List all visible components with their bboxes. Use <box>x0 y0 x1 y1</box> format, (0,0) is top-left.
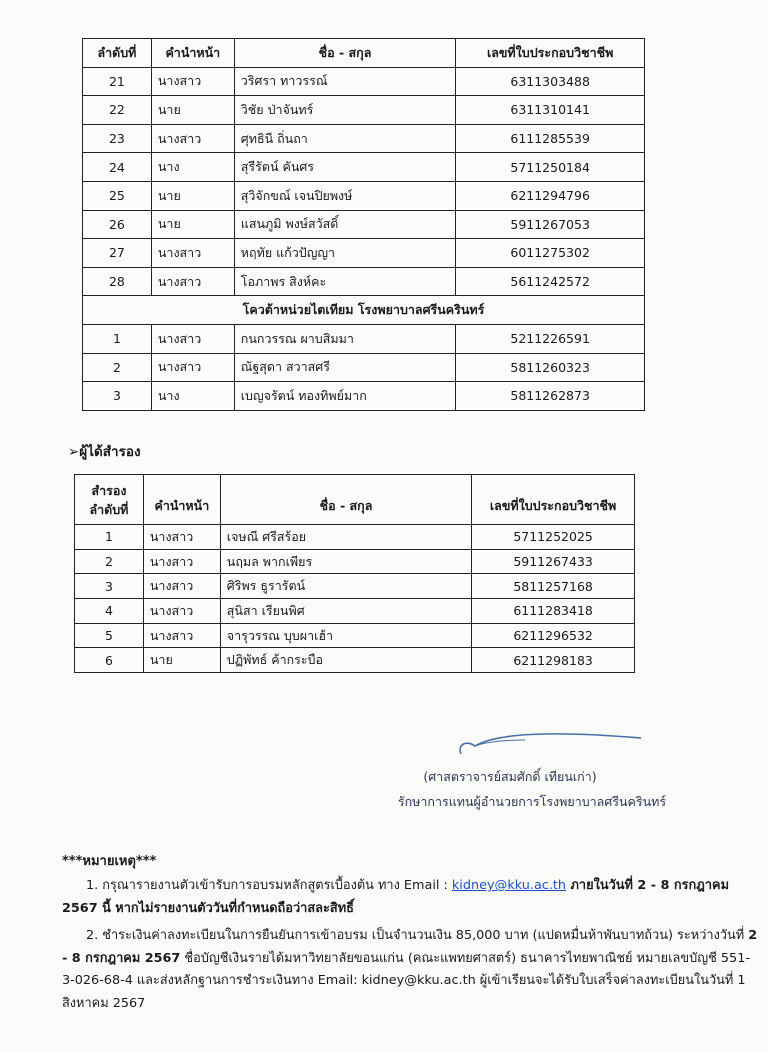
row-number: 5 <box>75 623 144 648</box>
table-row <box>83 382 645 411</box>
row-prefix: นาง <box>151 382 234 411</box>
row-number: 1 <box>75 525 144 550</box>
table-row <box>83 124 645 153</box>
row-number: 1 <box>83 324 152 353</box>
section-row <box>83 296 645 325</box>
row-license: 5811260323 <box>456 353 645 382</box>
row-prefix: นางสาว <box>151 353 234 382</box>
table-row <box>83 67 645 96</box>
row-name: ศิริพร ธูรารัตน์ <box>220 574 471 599</box>
row-name: ศุทธินี ถิ่นถา <box>234 124 456 153</box>
row-license: 5611242572 <box>456 267 645 296</box>
row-prefix: นาย <box>151 181 234 210</box>
table-row <box>83 181 645 210</box>
header-license: เลขที่ใบประกอบวิชาชีพ <box>456 39 645 68</box>
section-title: โควต้าหน่วยไตเทียม โรงพยาบาลศรีนครินทร์ <box>83 296 645 325</box>
main-header-row <box>83 39 645 68</box>
row-license: 6111285539 <box>456 124 645 153</box>
table-row <box>83 96 645 125</box>
header-license: เลขที่ใบประกอบวิชาชีพ <box>472 475 635 525</box>
header-reserve-no <box>75 475 144 525</box>
note-2 <box>62 925 762 1015</box>
header-name: ชื่อ - สกุล <box>234 39 456 68</box>
row-prefix: นางสาว <box>151 324 234 353</box>
row-name: หฤทัย แก้วปัญญา <box>234 239 456 268</box>
row-prefix: นางสาว <box>151 67 234 96</box>
row-prefix: นาย <box>151 210 234 239</box>
row-name: วิชัย ป่าจันทร์ <box>234 96 456 125</box>
row-license: 6211294796 <box>456 181 645 210</box>
row-number: 24 <box>83 153 152 182</box>
row-license: 6311310141 <box>456 96 645 125</box>
row-prefix: นาย <box>143 648 220 673</box>
table-row <box>75 648 635 673</box>
row-name: เจษณี ศรีสร้อย <box>220 525 471 550</box>
note-1-text: 1. กรุณารายงานตัวเข้ารับการอบรมหลักสูตรเบื้องต้น ทาง Email : <box>86 878 452 893</box>
reserve-heading: ➢ผู้ได้สำรอง <box>68 444 141 460</box>
row-number: 23 <box>83 124 152 153</box>
table-row <box>75 623 635 648</box>
row-number: 4 <box>75 599 144 624</box>
row-license: 6111283418 <box>472 599 635 624</box>
note-1-email-link[interactable]: kidney@kku.ac.th <box>451 878 567 893</box>
row-prefix: นาง <box>151 153 234 182</box>
header-prefix: คำนำหน้า <box>143 475 220 525</box>
row-number: 3 <box>75 574 144 599</box>
row-name: จารุวรรณ บุบผาเฮ้า <box>220 623 471 648</box>
note-1 <box>62 875 762 920</box>
row-number: 27 <box>83 239 152 268</box>
table-row <box>75 549 635 574</box>
row-prefix: นางสาว <box>151 267 234 296</box>
row-license: 5711250184 <box>456 153 645 182</box>
table-row <box>83 210 645 239</box>
table-row <box>83 267 645 296</box>
row-name: ณัฐสุดา สวาสศรี <box>234 353 456 382</box>
row-license: 6211296532 <box>472 623 635 648</box>
table-row <box>83 153 645 182</box>
table-row <box>75 599 635 624</box>
header-reserve-label: สำรอง <box>91 483 127 498</box>
row-prefix: นางสาว <box>143 525 220 550</box>
table-row <box>75 574 635 599</box>
signature-scribble <box>455 724 645 764</box>
row-name: สุวิจักขณ์ เจนปิยพงษ์ <box>234 181 456 210</box>
row-prefix: นางสาว <box>143 599 220 624</box>
row-number: 22 <box>83 96 152 125</box>
row-license: 5911267053 <box>456 210 645 239</box>
table-row <box>83 353 645 382</box>
reserve-table <box>74 474 635 673</box>
header-reserve-order: ลำดับที่ <box>89 502 129 517</box>
table-row <box>83 239 645 268</box>
row-name: แสนภูมิ พงษ์สวัสดิ์ <box>234 210 456 239</box>
row-license: 5211226591 <box>456 324 645 353</box>
note-2-text: 2. ชำระเงินค่าลงทะเบียนในการยืนยันการเข้าอบรม เป็นจำนวนเงิน 85,000 บาท (แปดหมื่นห้าพันบาทถ้วน) ระหว่างวันที่ <box>86 928 749 943</box>
row-name: เบญจรัตน์ ทองทิพย์มาก <box>234 382 456 411</box>
row-number: 6 <box>75 648 144 673</box>
row-name: สุนิสา เรียนพิศ <box>220 599 471 624</box>
table-row <box>75 525 635 550</box>
row-number: 3 <box>83 382 152 411</box>
row-license: 5811257168 <box>472 574 635 599</box>
row-prefix: นางสาว <box>143 549 220 574</box>
row-number: 21 <box>83 67 152 96</box>
signer-title: รักษาการแทนผู้อำนวยการโรงพยาบาลศรีนครินทร์ <box>397 794 667 809</box>
main-table <box>82 38 645 411</box>
row-name: นฤมล พากเพียร <box>220 549 471 574</box>
note-2-dates: 2 - 8 กรกฎาคม 2567 <box>62 928 758 966</box>
header-name: ชื่อ - สกุล <box>220 475 471 525</box>
row-number: 28 <box>83 267 152 296</box>
row-number: 25 <box>83 181 152 210</box>
row-name: กนกวรรณ ผาบสิมมา <box>234 324 456 353</box>
row-number: 26 <box>83 210 152 239</box>
row-name: ปฏิพัทธ์ ค้ากระบือ <box>220 648 471 673</box>
row-license: 5811262873 <box>456 382 645 411</box>
note-heading: ***หมายเหตุ*** <box>62 854 157 869</box>
row-license: 6311303488 <box>456 67 645 96</box>
row-number: 2 <box>75 549 144 574</box>
table-row <box>83 324 645 353</box>
signer-name: (ศาสตราจารย์สมศักดิ์ เทียนเก่า) <box>423 769 597 784</box>
row-license: 6211298183 <box>472 648 635 673</box>
row-name: สุรีรัตน์ คันศร <box>234 153 456 182</box>
row-prefix: นางสาว <box>143 623 220 648</box>
row-name: วริศรา ทาวรรณ์ <box>234 67 456 96</box>
row-license: 6011275302 <box>456 239 645 268</box>
row-prefix: นางสาว <box>143 574 220 599</box>
row-prefix: นางสาว <box>151 124 234 153</box>
row-number: 2 <box>83 353 152 382</box>
note-1-deadline: ภายในวันที่ 2 - 8 กรกฎาคม 2567 นี้ หากไม่รายงานตัววันที่กำหนดถือว่าสละสิทธิ์ <box>62 878 730 916</box>
header-prefix: คำนำหน้า <box>151 39 234 68</box>
row-prefix: นางสาว <box>151 239 234 268</box>
row-prefix: นาย <box>151 96 234 125</box>
row-license: 5911267433 <box>472 549 635 574</box>
row-license: 5711252025 <box>472 525 635 550</box>
header-no: ลำดับที่ <box>83 39 152 68</box>
row-name: โอภาพร สิงห์คะ <box>234 267 456 296</box>
reserve-header-row <box>75 475 635 525</box>
note-2-account-text: ชื่อบัญชีเงินรายได้มหาวิทยาลัยขอนแก่น (คณะแพทยศาสตร์) ธนาคารไทยพาณิชย์ หมายเลขบัญชี 551-3-026-68-4 และส่งหลักฐานการชำระเงินทาง Email: kidney@kku.ac.th ผู้เข้าเรียนจะได้รับใบเสร็จค่าลงทะเบียนในวันที่ 1 สิงหาคม 2567 <box>62 950 750 1011</box>
